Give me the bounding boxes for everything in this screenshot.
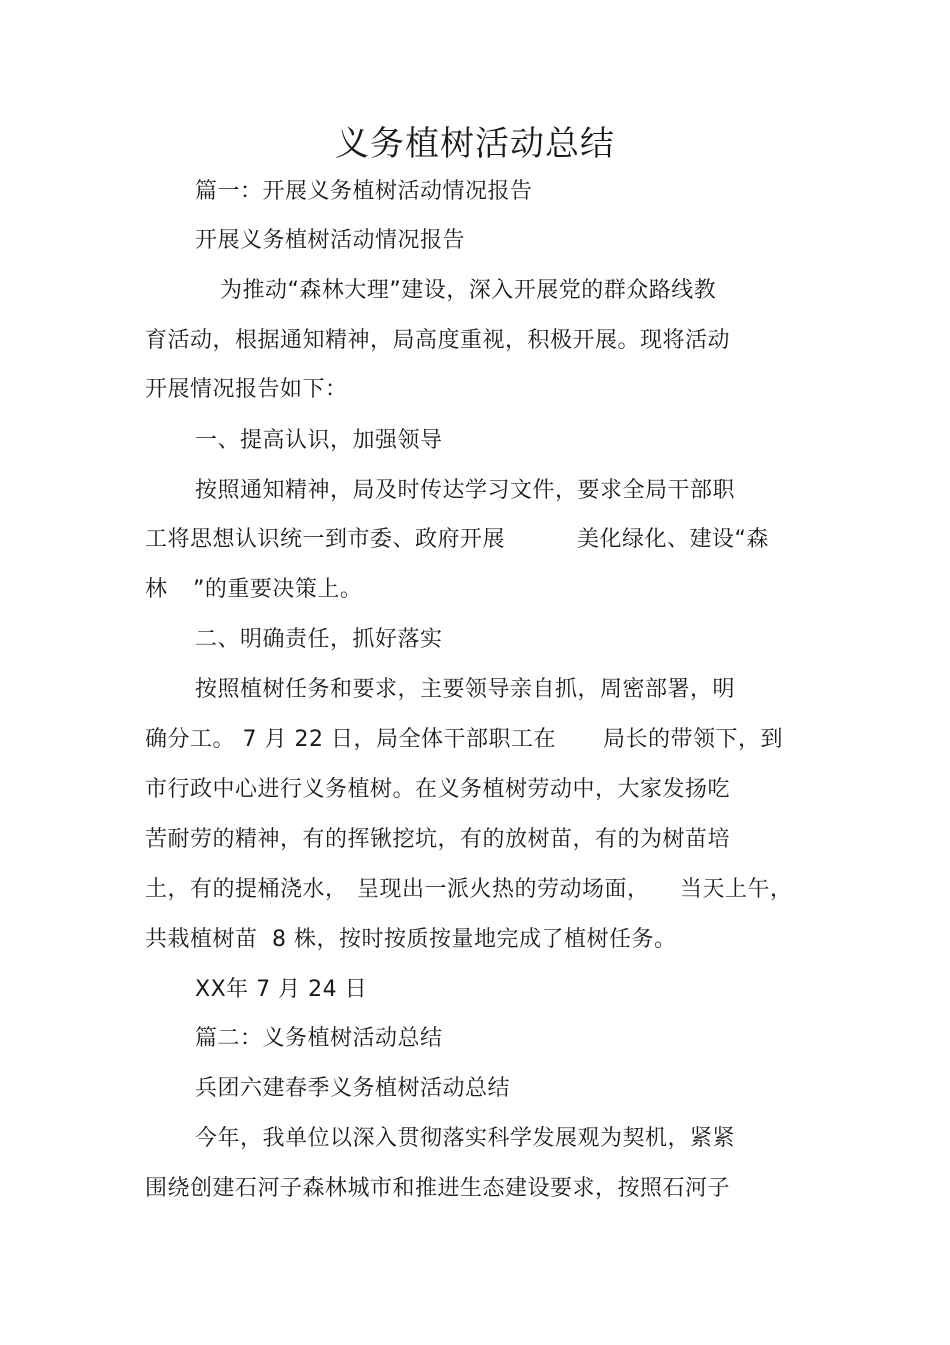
summary-title: 兵团六建春季义务植树活动总结 xyxy=(195,1076,511,1101)
paragraph-line: 按照通知精神，局及时传达学习文件，要求全局干部职 xyxy=(195,478,736,503)
paragraph-line: 苦耐劳的精神，有的挥锹挖坑，有的放树苗，有的为树苗培 xyxy=(145,827,731,852)
subheading-2: 二、明确责任，抓好落实 xyxy=(195,627,443,652)
paragraph-line-part: 呈现出一派火热的劳动场面， xyxy=(357,877,650,902)
section-heading-2: 篇二：义务植树活动总结 xyxy=(195,1026,443,1051)
paragraph-line-part: 美化绿化、建设“森 xyxy=(577,527,769,552)
paragraph-line-part: 土，有的提桶浇水， xyxy=(145,877,348,902)
paragraph-line-part: ”的重要决策上。 xyxy=(193,577,363,602)
subheading-1: 一、提高认识，加强领导 xyxy=(195,428,443,453)
report-title: 开展义务植树活动情况报告 xyxy=(195,228,466,253)
paragraph-line-part: 工将思想认识统一到市委、政府开展 xyxy=(145,527,506,552)
paragraph-line-part: 当天上午， xyxy=(680,877,793,902)
paragraph-line-part: 局长的带领下，到 xyxy=(603,727,784,752)
paragraph-line-part: 8 株，按时按质按量地完成了植树任务。 xyxy=(272,927,677,952)
paragraph-line: 市行政中心进行义务植树。在义务植树劳动中，大家发扬吃 xyxy=(145,777,731,802)
paragraph-line: 为推动“森林大理”建设，深入开展党的群众路线教 xyxy=(220,278,717,303)
paragraph-line: 今年，我单位以深入贯彻落实科学发展观为契机，紧紧 xyxy=(195,1126,736,1151)
paragraph-line: 育活动，根据通知精神，局高度重视，积极开展。现将活动 xyxy=(145,328,731,353)
paragraph-line: 围绕创建石河子森林城市和推进生态建设要求，按照石河子 xyxy=(145,1176,731,1201)
paragraph-line: 开展情况报告如下： xyxy=(145,377,348,402)
paragraph-line-part: 林 xyxy=(145,577,168,602)
paragraph-line-part: 确分工。 7 月 22 日，局全体干部职工在 xyxy=(145,727,556,752)
report-date: XX年 7 月 24 日 xyxy=(195,977,368,1002)
document-title: 义务植树活动总结 xyxy=(335,124,615,164)
paragraph-line: 按照植树任务和要求，主要领导亲自抓，周密部署，明 xyxy=(195,677,736,702)
section-heading-1: 篇一：开展义务植树活动情况报告 xyxy=(195,179,533,204)
paragraph-line-part: 共栽植树苗 xyxy=(145,927,258,952)
